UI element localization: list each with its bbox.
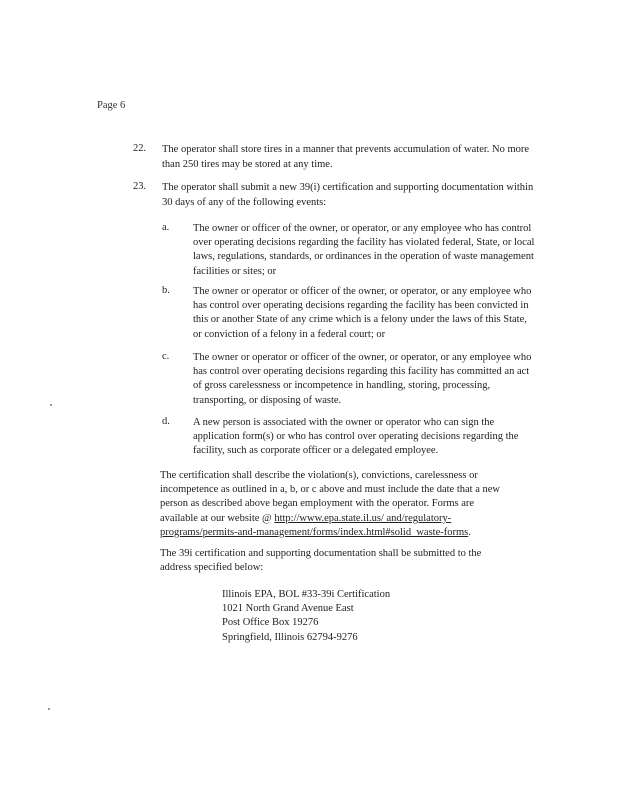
sub-item-text: The owner or operator or officer of the owner, or operator, or any employee who has control over operating decisions regarding this facility has committed an act of gross carelessness or incompetence in handling, storing, processing, transporting, or disposing of waste.: [193, 352, 532, 406]
forms-website-link[interactable]: http://www.epa.state.il.us/ and/regulatory-programs/permits-and-management/forms/index.html#solid_waste-forms: [160, 512, 469, 538]
sub-item-label: c.: [162, 351, 170, 362]
page-header: Page 6: [97, 100, 126, 111]
submission-paragraph: The 39i certification and supporting documentation shall be submitted to the address specified below:: [160, 548, 482, 574]
sub-item-label: a.: [162, 222, 170, 233]
address-line: Post Office Box 19276: [222, 617, 319, 629]
sub-item-label: b.: [162, 285, 170, 296]
address-line: Springfield, Illinois 62794-9276: [222, 631, 358, 643]
sub-item-text: The owner or officer of the owner, or operator, or any employee who has control over operating decisions regarding the facility has violated federal, State, or local laws, regulations, standards, or ordinances in the operation of waste management facilities or sites; or: [193, 223, 535, 277]
certification-text: The certification shall describe the violation(s), convictions, carelessness or incompetence as outlined in a, b, or c above and must include the date that a new person as described above began employment with the operator. Forms are available at our website @: [160, 470, 500, 524]
scan-speck: [48, 708, 50, 710]
certification-text-end: .: [468, 526, 471, 538]
sub-item-text: The owner or operator or officer of the owner, or operator, or any employee who has control over operating decisions regarding the facility has been convicted in this or another State of any crime which is a felony under the laws of this State, or conviction of a felony in a federal court; or: [193, 286, 532, 340]
address-line: 1021 North Grand Avenue East: [222, 603, 354, 615]
scan-speck: [50, 404, 52, 406]
sub-item-text: A new person is associated with the owner or operator who can sign the application form(s) or who has control over operating decisions regarding the facility, such as corporate officer or a delegated employee.: [193, 417, 519, 457]
item-number: 22.: [133, 143, 147, 154]
mailing-address: [222, 588, 390, 645]
address-line: Illinois EPA, BOL #33-39i Certification: [222, 589, 391, 600]
item-text: The operator shall store tires in a manner that prevents accumulation of water. No more than 250 tires may be stored at any time.: [162, 144, 530, 170]
item-text: The operator shall submit a new 39(i) certification and supporting documentation within 30 days of any of the following events:: [162, 182, 534, 208]
item-number: 23.: [133, 181, 147, 192]
sub-item-label: d.: [162, 416, 170, 427]
certification-paragraph: [160, 469, 505, 540]
